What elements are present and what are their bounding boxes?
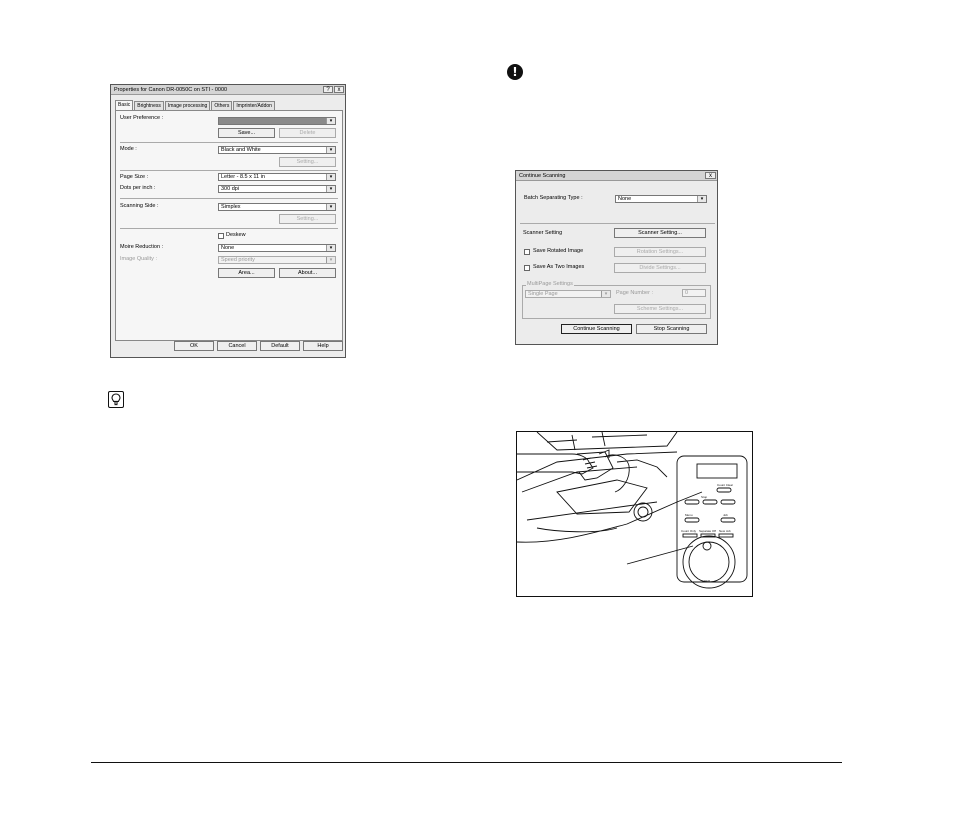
divide-settings-button[interactable]: Divide Settings... [614, 263, 706, 273]
user-preference-select[interactable] [218, 117, 336, 125]
save-two-images-checkbox[interactable] [524, 265, 530, 271]
close-icon[interactable]: x [334, 86, 344, 93]
properties-tabs [115, 101, 276, 110]
panel-label: Menu [685, 513, 693, 517]
save-two-images-label: Save As Two Images [533, 264, 585, 270]
divider [120, 142, 338, 143]
save-button[interactable]: Save... [218, 128, 275, 138]
deskew-checkbox[interactable] [218, 233, 224, 239]
footer-rule [91, 762, 842, 763]
image-quality-label: Image Quality : [120, 256, 157, 262]
properties-title: Properties for Canon DR-0050C on STI - 0000 [114, 87, 228, 93]
stop-scanning-button[interactable]: Stop Scanning [636, 324, 707, 334]
rotation-settings-button[interactable]: Rotation Settings... [614, 247, 706, 257]
page-number-field[interactable]: 0 [682, 289, 706, 297]
multipage-settings-label: MultiPage Settings [527, 281, 573, 287]
basic-tab-panel [115, 110, 343, 341]
ok-button[interactable]: OK [174, 341, 214, 351]
default-button[interactable]: Default [260, 341, 300, 351]
chevron-down-icon: ▾ [326, 186, 335, 192]
page-number-label: Page Number : [616, 290, 653, 296]
dpi-select[interactable]: 300 dpi ▾ [218, 185, 336, 193]
continue-scanning-button[interactable]: Continue Scanning [561, 324, 632, 334]
properties-title-bar [111, 85, 345, 95]
dpi-label: Dots per inch : [120, 185, 156, 191]
scanner-setting-button[interactable]: Scanner Setting... [614, 228, 706, 238]
delete-button[interactable]: Delete [279, 128, 336, 138]
save-rotated-checkbox[interactable] [524, 249, 530, 255]
panel-label: Stop [701, 495, 708, 499]
important-icon: ! [507, 64, 523, 80]
panel-label: Job [723, 513, 728, 517]
tab-imprinter-addon[interactable]: Imprinter/Addon [233, 101, 275, 110]
continue-scanning-dialog [515, 170, 718, 345]
batch-separating-label: Batch Separating Type : [524, 195, 583, 201]
chevron-down-icon: ▾ [326, 257, 335, 263]
help-title-button[interactable]: ? [323, 86, 333, 93]
scanner-setting-label: Scanner Setting [523, 230, 563, 236]
deskew-label: Deskew [226, 232, 246, 238]
lightbulb-glyph [109, 392, 123, 407]
chevron-down-icon: ▾ [326, 174, 335, 180]
panel-label: Count Clear [717, 483, 734, 487]
image-quality-select[interactable]: Speed priority ▾ [218, 256, 336, 264]
continue-title-bar [516, 171, 717, 181]
user-preference-label: User Preference : [120, 115, 164, 121]
properties-dialog [110, 84, 346, 358]
tab-image-processing[interactable]: Image processing [165, 101, 210, 110]
moire-label: Moire Reduction : [120, 244, 164, 250]
mode-select[interactable]: Black and White ▾ [218, 146, 336, 154]
scanner-drawing [517, 432, 753, 597]
page-size-label: Page Size : [120, 174, 149, 180]
chevron-down-icon: ▾ [326, 204, 335, 210]
save-rotated-label: Save Rotated Image [533, 248, 584, 254]
panel-label: Separate Off [699, 529, 716, 533]
lightbulb-icon [108, 391, 124, 408]
panel-label: New Job [719, 529, 731, 533]
page-size-select[interactable]: Letter - 8.5 x 11 in ▾ [218, 173, 336, 181]
chevron-down-icon: ▾ [326, 245, 335, 251]
continue-title: Continue Scanning [519, 173, 566, 179]
chevron-down-icon: ▾ [326, 147, 335, 153]
divider [120, 198, 338, 199]
divider [520, 223, 715, 224]
multipage-select[interactable]: Single Page ▾ [525, 290, 611, 298]
divider [120, 170, 338, 171]
panel-label: DFR [704, 579, 711, 583]
tab-basic[interactable]: Basic [115, 100, 133, 111]
batch-separating-select[interactable]: None ▾ [615, 195, 707, 203]
scanning-side-label: Scanning Side : [120, 203, 159, 209]
scheme-settings-button[interactable]: Scheme Settings... [614, 304, 706, 314]
chevron-down-icon: ▾ [326, 118, 335, 124]
chevron-down-icon: ▾ [601, 291, 610, 297]
help-button[interactable]: Help [303, 341, 343, 351]
area-button[interactable]: Area... [218, 268, 275, 278]
divider [120, 228, 338, 229]
close-icon[interactable]: x [705, 172, 716, 179]
chevron-down-icon: ▾ [697, 196, 706, 202]
mode-label: Mode : [120, 146, 137, 152]
tab-others[interactable]: Others [211, 101, 232, 110]
panel-label: Count Only [681, 529, 697, 533]
moire-select[interactable]: None ▾ [218, 244, 336, 252]
scanning-side-select[interactable]: Simplex ▾ [218, 203, 336, 211]
about-button[interactable]: About... [279, 268, 336, 278]
scanner-illustration [516, 431, 753, 597]
tab-brightness[interactable]: Brightness [134, 101, 164, 110]
cancel-button[interactable]: Cancel [217, 341, 257, 351]
side-setting-button[interactable]: Setting... [279, 214, 336, 224]
mode-setting-button[interactable]: Setting... [279, 157, 336, 167]
